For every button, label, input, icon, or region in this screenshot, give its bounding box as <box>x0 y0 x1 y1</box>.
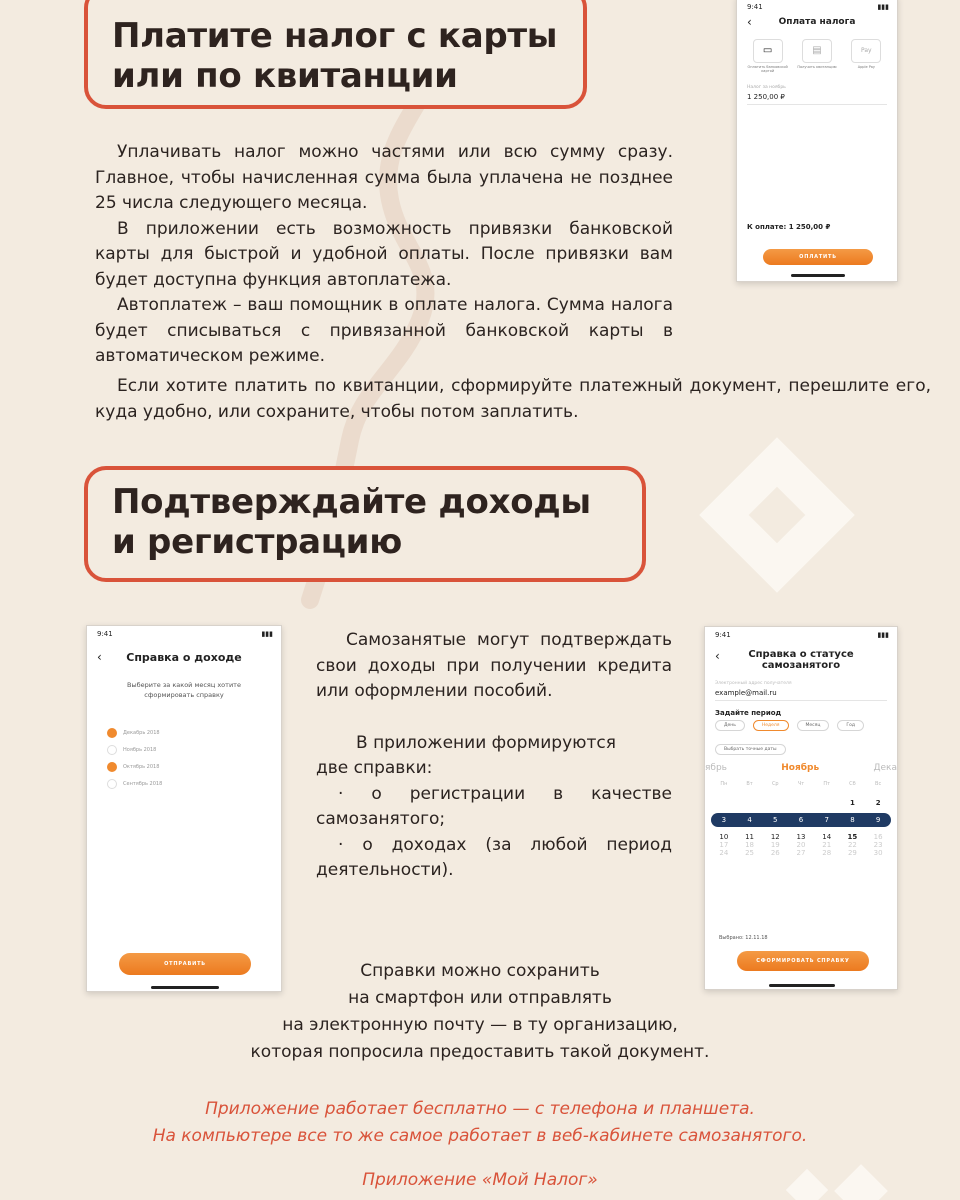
screen-title: Справка о доходе <box>126 650 242 664</box>
paragraph: Автоплатеж – ваш помощник в оплате налога. Сумма налога будет списываться с привязанной банковской карты в автоматическом режиме. <box>95 295 673 366</box>
tax-field <box>737 77 897 105</box>
day[interactable]: 30 <box>873 849 883 857</box>
paragraph: две справки: <box>316 758 433 778</box>
section1-title-line1: Платите налог с карты <box>112 16 558 56</box>
bullet-text: о регистрации в качестве самозанятого; <box>316 783 673 829</box>
month-label: Октябрь 2018 <box>123 763 160 770</box>
month-list <box>87 710 281 792</box>
weekday: Чт <box>797 781 805 787</box>
day[interactable]: 23 <box>873 841 883 849</box>
section1-text <box>95 140 673 370</box>
day[interactable]: 1 <box>849 799 855 807</box>
month-option[interactable] <box>107 724 261 741</box>
chip-week[interactable]: Неделя <box>753 720 789 731</box>
bullet-icon: · <box>338 834 363 855</box>
section2-title-line1: Подтверждайте доходы <box>112 482 591 522</box>
weekday: Вс <box>875 781 882 787</box>
signal-icon: ▮▮▮ <box>877 631 889 639</box>
checked-icon <box>107 728 117 738</box>
free-app-note <box>0 1096 960 1150</box>
card-icon: ▭ <box>753 39 783 63</box>
day[interactable]: 20 <box>796 841 806 849</box>
generate-certificate-button[interactable]: СФОРМИРОВАТЬ СПРАВКУ <box>737 951 869 971</box>
day[interactable]: 14 <box>822 833 832 841</box>
weekday: Вт <box>746 781 753 787</box>
calendar-week <box>711 841 891 849</box>
method-card[interactable] <box>747 39 789 73</box>
day[interactable]: 8 <box>850 816 855 824</box>
day[interactable]: 16 <box>873 833 883 841</box>
signal-icon: ▮▮▮ <box>877 3 889 11</box>
day[interactable] <box>737 799 763 807</box>
weekday: Пн <box>720 781 728 787</box>
day[interactable]: 27 <box>796 849 806 857</box>
unchecked-icon <box>107 745 117 755</box>
apple-pay-icon: Pay <box>851 39 881 63</box>
status-time: 9:41 <box>747 3 763 11</box>
back-icon[interactable]: ‹ <box>747 15 752 29</box>
day[interactable] <box>814 799 840 807</box>
day[interactable]: 17 <box>719 841 729 849</box>
paragraph: Уплачивать налог можно частями или всю сумму сразу. Главное, чтобы начисленная сумма была уплачена не позднее 25 числа следующего месяца. <box>95 142 673 213</box>
month-label: Ноябрь 2018 <box>123 746 157 753</box>
checked-icon <box>107 762 117 772</box>
day[interactable]: 7 <box>824 816 829 824</box>
decorative-diamond <box>699 437 855 593</box>
day[interactable] <box>711 799 737 807</box>
day[interactable]: 25 <box>745 849 755 857</box>
text-line: Справки можно сохранить <box>360 961 600 981</box>
day[interactable]: 26 <box>770 849 780 857</box>
day[interactable]: 2 <box>875 799 881 807</box>
method-receipt[interactable] <box>796 39 838 73</box>
bullet-text: о доходах (за любой период деятельности). <box>316 834 672 880</box>
paragraph: В приложении формируются <box>356 732 616 753</box>
weekday: Сб <box>849 781 856 787</box>
chip-year[interactable]: Год <box>837 720 864 731</box>
day[interactable] <box>788 799 814 807</box>
day[interactable]: 5 <box>773 816 778 824</box>
bullet-item <box>316 833 672 884</box>
paragraph: Самозанятые могут подтверждать свои доходы при получении кредита или оформлении пособий. <box>316 630 672 701</box>
month-current: Ноябрь <box>781 763 820 773</box>
chip-day[interactable]: День <box>715 720 745 731</box>
receipt-icon: ▤ <box>802 39 832 63</box>
day[interactable]: 11 <box>745 833 755 841</box>
screen-title-line2: самозанятого <box>761 660 841 671</box>
status-bar <box>87 626 281 638</box>
month-option[interactable] <box>107 758 261 775</box>
month-label: Сентябрь 2018 <box>123 780 163 787</box>
unchecked-icon <box>107 779 117 789</box>
day[interactable]: 6 <box>798 816 804 824</box>
bullet-item <box>316 782 672 833</box>
chip-custom-dates[interactable]: Выбрать точные даты <box>715 744 786 755</box>
calendar-week <box>711 849 891 857</box>
month-label: Декабрь 2018 <box>123 729 160 736</box>
section1-text-wide <box>95 374 931 425</box>
note-line: Приложение «Мой Налог» <box>362 1170 598 1190</box>
email-value: example@mail.ru <box>715 689 887 701</box>
note-line: Приложение работает бесплатно — с телефона и планшета. <box>205 1099 755 1119</box>
day[interactable]: 18 <box>745 841 755 849</box>
weekday: Ср <box>771 781 779 787</box>
status-time: 9:41 <box>715 631 731 639</box>
month-switcher <box>705 755 897 773</box>
phone-header <box>87 638 281 670</box>
period-label: Задайте период <box>715 709 782 717</box>
day[interactable] <box>762 799 788 807</box>
selected-date: Выбрано: 12.11.18 <box>719 935 768 941</box>
phone-header <box>737 11 897 35</box>
method-label: Apple Pay <box>857 65 875 69</box>
email-label: Электронный адрес получателя <box>715 681 792 686</box>
day[interactable]: 24 <box>719 849 729 857</box>
middle-text <box>316 628 672 884</box>
section1-title-line2: или по квитанции <box>112 56 458 96</box>
bullet-icon: · <box>338 783 372 804</box>
status-certificate-phone-screenshot <box>704 626 898 990</box>
day[interactable]: 22 <box>847 841 857 849</box>
paragraph: Если хотите платить по квитанции, сформируйте платежный документ, перешлите его, куда удобно, или сохраните, чтобы потом заплатить. <box>95 376 931 422</box>
section2-heading <box>84 466 646 582</box>
pay-button[interactable]: ОПЛАТИТЬ <box>763 249 873 265</box>
month-prev[interactable]: ябрь <box>705 763 727 773</box>
weekday: Пт <box>823 781 831 787</box>
text-line: на электронную почту — в ту организацию, <box>282 1015 678 1035</box>
save-info-text <box>140 958 820 1066</box>
day[interactable]: 3 <box>721 816 727 824</box>
tax-amount: 1 250,00 ₽ <box>747 93 887 105</box>
payment-methods <box>737 35 897 77</box>
day[interactable]: 21 <box>822 841 832 849</box>
section1-heading <box>84 0 587 109</box>
day[interactable]: 9 <box>875 816 881 824</box>
screen-title-line1: Справка о статусе <box>748 649 854 660</box>
method-apple-pay[interactable] <box>845 39 887 73</box>
method-label: Оплатить банковской картой <box>747 65 788 73</box>
email-field[interactable] <box>705 677 897 701</box>
day[interactable]: 15 <box>847 833 858 841</box>
status-bar <box>705 627 897 639</box>
back-icon[interactable]: ‹ <box>97 650 102 664</box>
app-name-note <box>0 1167 960 1194</box>
day[interactable]: 19 <box>770 841 780 849</box>
screen-title: Оплата налога <box>778 17 856 27</box>
paragraph: В приложении есть возможность привязки банковской карты для быстрой и удобной оплаты. После привязки вам будет доступна функция автоплатежа. <box>95 218 673 290</box>
month-option[interactable] <box>107 741 261 758</box>
month-option[interactable] <box>107 775 261 792</box>
month-next[interactable]: Дека <box>873 763 897 773</box>
weekday-row <box>711 781 891 787</box>
calendar-week <box>711 799 891 807</box>
calendar-week <box>711 833 891 841</box>
total-amount: К оплате: 1 250,00 ₽ <box>747 223 831 231</box>
period-chips <box>705 720 897 731</box>
calendar <box>705 773 897 857</box>
field-label: Налог за ноябрь <box>747 85 786 90</box>
send-button[interactable]: ОТПРАВИТЬ <box>119 953 251 975</box>
chip-month[interactable]: Месяц <box>797 720 830 731</box>
signal-icon: ▮▮▮ <box>261 630 273 638</box>
text-line: на смартфон или отправлять <box>348 988 612 1008</box>
payment-phone-screenshot <box>736 0 898 282</box>
text-line: которая попросила предоставить такой документ. <box>250 1042 710 1062</box>
home-indicator <box>791 274 845 277</box>
note-line: На компьютере все то же самое работает в веб-кабинете самозанятого. <box>152 1126 808 1146</box>
back-icon[interactable]: ‹ <box>715 649 720 663</box>
method-label: Получить квитанцию <box>797 65 837 69</box>
day[interactable]: 10 <box>719 833 729 841</box>
status-time: 9:41 <box>97 630 113 638</box>
status-bar <box>737 0 897 11</box>
section2-title-line2: и регистрацию <box>112 522 402 562</box>
calendar-week-selected <box>711 813 891 827</box>
day[interactable]: 4 <box>747 816 752 824</box>
day[interactable]: 13 <box>796 833 806 841</box>
day[interactable]: 28 <box>822 849 832 857</box>
phone-header <box>705 639 897 677</box>
income-certificate-phone-screenshot <box>86 625 282 992</box>
month-prompt: Выберите за какой месяц хотите сформировать справку <box>127 681 241 699</box>
day[interactable]: 12 <box>770 833 780 841</box>
day[interactable]: 29 <box>847 849 857 857</box>
